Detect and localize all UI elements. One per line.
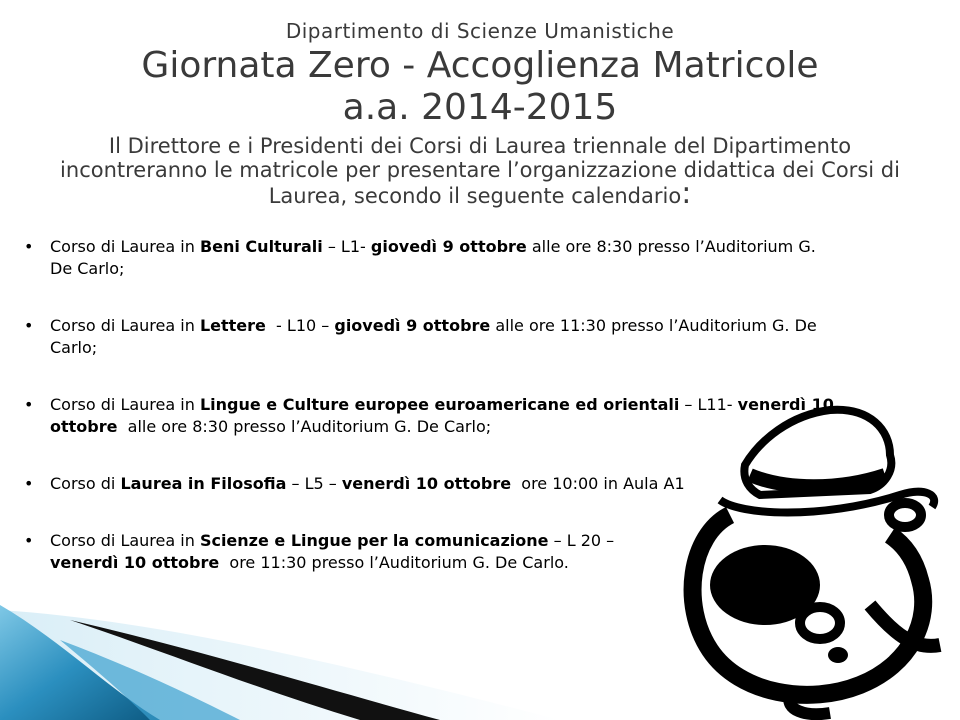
course-prefix: Corso di Laurea in (50, 395, 200, 414)
course-code: – L5 – (286, 474, 342, 493)
course-details: ore 10:00 in Aula A1 (511, 474, 685, 493)
mascot-with-hat-icon (670, 395, 955, 720)
course-date: venerdì 10 (737, 395, 834, 414)
course-date: venerdì 10 ottobre (341, 474, 512, 493)
course-details: alle ore 11:30 presso l’Auditorium G. De (490, 316, 817, 335)
department-name: Dipartimento di Scienze Umanistiche (285, 19, 675, 43)
slide-header (0, 18, 960, 211)
course-name: Laurea in Filosofia (120, 474, 287, 493)
course-details: alle ore 8:30 presso l’Auditorium G. De Carlo; (117, 417, 492, 436)
slide-title-line-2: a.a. 2014-2015 (342, 87, 618, 128)
slide-subtitle (0, 134, 960, 211)
subtitle-text: Il Direttore e i Presidenti dei Corsi di Laurea triennale del Dipartimento incontreranno le matricole per presentare l’organizzazione didattica dei Corsi di Laurea, secondo il seguente calendario (60, 134, 900, 208)
course-prefix: Corso di Laurea in (50, 237, 200, 256)
course-details-continued: Carlo; (50, 338, 98, 357)
course-name: Beni Culturali (199, 237, 323, 256)
bullet: • (24, 531, 34, 550)
list-item (22, 236, 902, 280)
course-code: – L 20 – (548, 531, 615, 550)
bullet: • (24, 316, 34, 335)
course-details: alle ore 8:30 presso l’Auditorium G. (526, 237, 816, 256)
bullet: • (24, 237, 34, 256)
course-name: Lingue e Culture europee euroamericane ed orientali (199, 395, 680, 414)
course-prefix: Corso di Laurea in (50, 531, 200, 550)
slide-title-line-1: Giornata Zero - Accoglienza Matricole (141, 45, 819, 86)
course-date: venerdì 10 ottobre (50, 553, 220, 572)
course-name: Scienze e Lingue per la comunicazione (199, 531, 549, 550)
bullet: • (24, 395, 34, 414)
course-code: – L11- (679, 395, 738, 414)
subtitle-colon: : (681, 176, 692, 211)
course-name: Lettere (199, 316, 266, 335)
course-prefix: Corso di Laurea in (50, 316, 200, 335)
bullet: • (24, 474, 34, 493)
course-details: ore 11:30 presso l’Auditorium G. De Carlo. (219, 553, 569, 572)
course-code: - L10 – (265, 316, 335, 335)
course-details-continued: De Carlo; (50, 259, 125, 278)
course-code: – L1- (322, 237, 371, 256)
course-date: giovedì 9 ottobre (370, 237, 527, 256)
course-prefix: Corso di (50, 474, 121, 493)
list-item (22, 315, 902, 359)
course-date-continued: ottobre (50, 417, 118, 436)
course-date: giovedì 9 ottobre (334, 316, 491, 335)
